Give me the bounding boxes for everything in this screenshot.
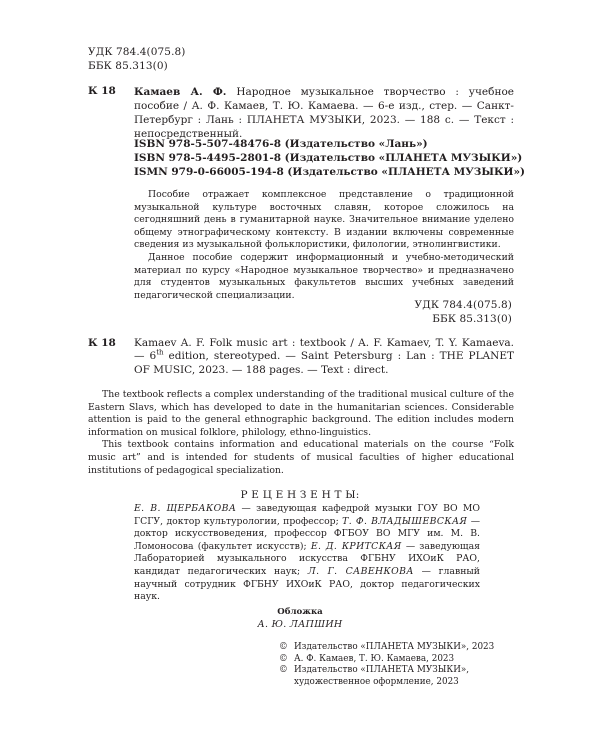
reviewer-name: Е. В. ЩЕРБАКОВА bbox=[134, 503, 237, 514]
abstract-ru-paragraph: Пособие отражает комплексное представление о традиционной музыкальной культуре восточных славян, которое сложилось на сегодняшний день в гуманитарной науке. Значительное внимание уделено общему этнографическому контексту. В издании включены современные сведения из музыкальной фольклористики, филологии, этнолингвистики. bbox=[134, 189, 514, 251]
reviewers-heading: Р Е Ц Е Н З Е Н Т Ы: bbox=[240, 489, 360, 501]
isbn-lan: ISBN 978-5-507-48476-8 (Издательство «Лань») bbox=[134, 138, 428, 150]
copyright-symbol: © bbox=[279, 653, 288, 664]
bibliographic-text-en-1: Folk music art : textbook / A. F. Kamaev, T. Y. Kamaeva. — 6 bbox=[134, 337, 514, 363]
isbn-planet: ISBN 978-5-4495-2801-8 (Издательство «ПЛАНЕТА МУЗЫКИ») bbox=[134, 152, 523, 164]
copyright-line bbox=[279, 642, 514, 654]
cover-artist-name: А. Ю. ЛАПШИН bbox=[257, 619, 343, 630]
author-name-ru: Камаев А. Ф. bbox=[134, 86, 227, 98]
bibliographic-entry-en bbox=[134, 337, 514, 377]
reviewer-credentials: — главный научный сотрудник ФГБНУ ИХОиК РАО, доктор педагогических наук. bbox=[134, 565, 480, 603]
bibliographic-text-en-2: edition, stereotyped. — Saint Petersburg : Lan : THE PLANET OF MUSIC, 2023. — 188 pages. — Text : direct. bbox=[134, 350, 514, 376]
udk-code-top: УДК 784.4(075.8) bbox=[88, 46, 186, 58]
reviewer-name: Е. Д. КРИТСКАЯ bbox=[310, 540, 402, 552]
bibliographic-entry-ru bbox=[134, 85, 514, 141]
bbk-code-top: ББК 85.313(0) bbox=[88, 60, 168, 72]
udk-code-bottom: УДК 784.4(075.8) bbox=[414, 299, 512, 311]
abstract-ru bbox=[134, 189, 514, 302]
copyright-symbol: © bbox=[279, 665, 288, 676]
author-name-en: Kamaev A. F. bbox=[134, 337, 206, 349]
abstract-en bbox=[88, 389, 514, 477]
abstract-ru-paragraph: Данное пособие содержит информационный и учебно-методический материал по курсу «Народное музыкальное творчество» и предназначено для студентов музыкальных факультетов высших учебных заведений педагогической специализации. bbox=[134, 251, 514, 301]
abstract-en-paragraph: This textbook contains information and educational materials on the course “Folk music art” and is intended for students of musical faculties of higher educational institutions of pedagogical specialization. bbox=[88, 439, 514, 476]
reviewer-credentials: — заведующая кафедрой музыки ГОУ ВО МО ГСГУ, доктор культурологии, профессор; bbox=[134, 503, 480, 527]
copyright-line bbox=[279, 654, 514, 666]
ismn-planet: ISMN 979-0-66005-194-8 (Издательство «ПЛАНЕТА МУЗЫКИ») bbox=[134, 166, 525, 178]
cover-credit-label: Обложка bbox=[277, 607, 323, 617]
reviewer-credentials: — доктор искусствоведения, профессор ФГБОУ ВО МГУ им. М. В. Ломоносова (факультет искусств); bbox=[134, 515, 480, 552]
copyright-symbol: © bbox=[279, 642, 288, 652]
copyright-text: А. Ф. Камаев, Т. Ю. Камаева, 2023 bbox=[294, 653, 455, 664]
author-mark-ru: К 18 bbox=[88, 85, 116, 97]
copyright-text: Издательство «ПЛАНЕТА МУЗЫКИ», художественное оформление, 2023 bbox=[294, 665, 470, 687]
bbk-code-bottom: ББК 85.313(0) bbox=[432, 313, 512, 325]
copyright-block bbox=[279, 642, 514, 688]
abstract-en-paragraph: The textbook reflects a complex understanding of the traditional musical culture of the Eastern Slavs, which has developed to date in the humanitarian sciences. Considerable attention is paid to the general ethnographic background. The edition includes modern information on musical folklore, philology, ethno-linguistics. bbox=[88, 389, 514, 438]
copyright-line bbox=[279, 665, 514, 688]
bibliographic-text-ru: Народное музыкальное творчество : учебное пособие / А. Ф. Камаев, Т. Ю. Камаева. — 6-е изд., стер. — Санкт-Петербург : Лань : ПЛАНЕТА МУЗЫКИ, 2023. — 188 с. — Текст : непосредственный. bbox=[134, 86, 514, 140]
reviewer-name: Т. Ф. ВЛАДЫШЕВСКАЯ bbox=[342, 515, 468, 527]
copyright-text: Издательство «ПЛАНЕТА МУЗЫКИ», 2023 bbox=[294, 642, 495, 652]
reviewer-credentials: — заведующая Лабораторией музыкального искусства ФГБНУ ИХОиК РАО, кандидат педагогических наук; bbox=[134, 540, 480, 577]
edition-superscript: th bbox=[156, 348, 164, 357]
reviewer-name: Л. Г. САВЕНКОВА bbox=[307, 565, 414, 577]
author-mark-en: К 18 bbox=[88, 337, 116, 349]
reviewers-list bbox=[134, 503, 480, 604]
